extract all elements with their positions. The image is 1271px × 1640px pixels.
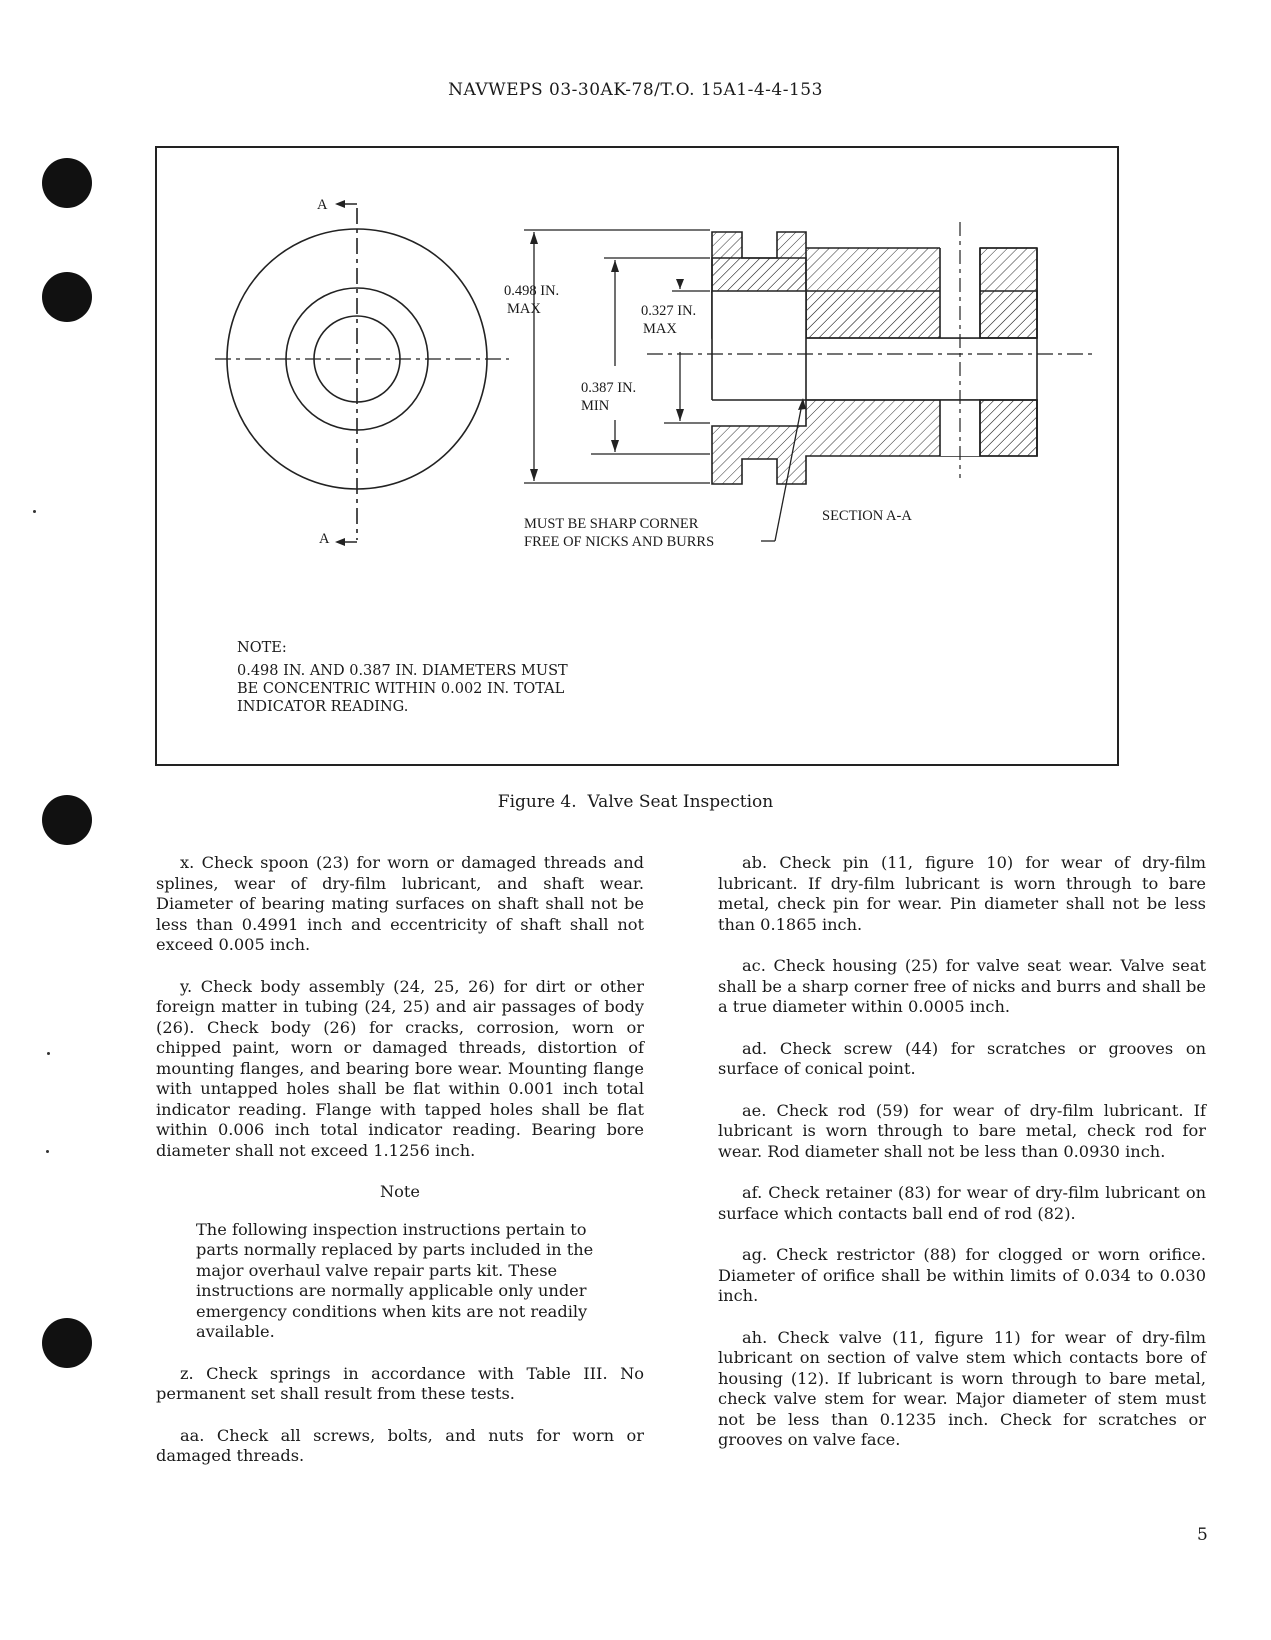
section-view xyxy=(712,232,1037,484)
section-arrow-top-icon xyxy=(335,200,345,208)
scan-speck xyxy=(46,1150,49,1153)
note-text: The following inspection instructions pertain to parts normally replaced by parts included in the major overhaul valve repair parts kit. These instructions are normally applicable only under emergency conditions when kits are not readily available. xyxy=(196,1219,594,1341)
arrow-down-icon xyxy=(611,440,619,452)
binder-hole-2 xyxy=(42,272,92,322)
scan-speck xyxy=(47,1052,50,1055)
section-arrow-bottom-icon xyxy=(335,538,345,546)
note-heading: Note xyxy=(380,1182,420,1201)
arrow-down-icon xyxy=(676,279,684,289)
paragraph-y: y. Check body assembly (24, 25, 26) for dirt or other foreign matter in tubing (24, 25) and air passages of body (26). Check body (26) for cracks, corrosion, worn or chipped paint, worn or damaged threads, distortion of mounting flanges, and bearing bore wear. Mounting flange with untapped holes shall be flat within 0.001 inch total indicator reading. Flange with tapped holes shall be flat within 0.006 inch total indicator reading. Bearing bore diameter shall not exceed 1.1256 inch. xyxy=(156,976,644,1160)
paragraph-z: z. Check springs in accordance with Table III. No permanent set shall result from these tests. xyxy=(156,1363,644,1403)
section-label-bottom: A xyxy=(319,531,330,547)
figure-note xyxy=(237,639,568,716)
paragraph-ac: ac. Check housing (25) for valve seat wear. Valve seat shall be a sharp corner free of nicks and burrs and shall be a true diameter within 0.0005 inch. xyxy=(718,956,1206,1016)
dim-0498-value: 0.498 IN. xyxy=(504,283,560,299)
note-title: NOTE: xyxy=(237,640,287,656)
bore-opening xyxy=(712,291,806,400)
right-bottom-block xyxy=(980,400,1037,456)
paragraph-ae: ae. Check rod (59) for wear of dry-film lubricant. If lubricant is worn through to bare metal, check rod for wear. Rod diameter shall not be less than 0.0930 inch. xyxy=(718,1100,1206,1161)
dim-0387-value: 0.387 IN. xyxy=(581,380,637,396)
arrow-down-icon xyxy=(676,409,684,421)
paragraph-ad: ad. Check screw (44) for scratches or grooves on surface of conical point. xyxy=(718,1038,1206,1078)
mid-top-block xyxy=(806,248,940,338)
note-line: 0.498 IN. AND 0.387 IN. DIAMETERS MUST xyxy=(237,663,568,679)
binder-hole-4 xyxy=(42,1318,92,1368)
arrow-up-icon xyxy=(530,232,538,244)
dim-0327-value: 0.327 IN. xyxy=(641,303,697,319)
dim-0498-limit: MAX xyxy=(507,301,541,317)
left-column xyxy=(156,853,644,1488)
dim-0387-limit: MIN xyxy=(581,398,610,414)
figure-frame xyxy=(155,146,1119,766)
paragraph-ab: ab. Check pin (11, figure 10) for wear of dry-film lubricant. If dry-film lubricant is worn through to bare metal, check pin for wear. Pin diameter shall not be less than 0.1865 inch. xyxy=(718,853,1206,934)
figure-caption: Figure 4. Valve Seat Inspection xyxy=(497,792,774,812)
note-line: INDICATOR READING. xyxy=(237,699,409,715)
sharp-corner-line1: MUST BE SHARP CORNER xyxy=(524,516,699,532)
paragraph-af: af. Check retainer (83) for wear of dry-film lubricant on surface which contacts ball end of rod (82). xyxy=(718,1183,1206,1223)
paragraph-ag: ag. Check restrictor (88) for clogged or worn orifice. Diameter of orifice shall be within limits of 0.034 to 0.030 inch. xyxy=(718,1245,1206,1305)
binder-hole-1 xyxy=(42,158,92,208)
paragraph-ah: ah. Check valve (11, figure 11) for wear of dry-film lubricant on section of valve stem which contacts bore of housing (12). If lubricant is worn through to bare metal, check valve stem for wear. Major diameter of stem must not be less than 0.1235 inch. Check for scratches or grooves on valve face. xyxy=(718,1327,1206,1449)
note-line: BE CONCENTRIC WITHIN 0.002 IN. TOTAL xyxy=(237,681,565,697)
paragraph-x: x. Check spoon (23) for worn or damaged threads and splines, wear of dry-film lubricant, and shaft wear. Diameter of bearing mating surfaces on shaft shall not be less than 0.4991 inch and eccentricity of shaft shall not exceed 0.005 inch. xyxy=(156,853,644,954)
section-label-top: A xyxy=(317,197,328,213)
page-number: 5 xyxy=(1197,1525,1208,1545)
paragraph-aa: aa. Check all screws, bolts, and nuts for worn or damaged threads. xyxy=(156,1425,644,1465)
dim-0327-limit: MAX xyxy=(643,321,677,337)
scan-speck xyxy=(33,510,36,513)
document-header: NAVWEPS 03-30AK-78/T.O. 15A1-4-4-153 xyxy=(448,80,823,100)
arrow-down-icon xyxy=(530,469,538,481)
sharp-corner-line2: FREE OF NICKS AND BURRS xyxy=(524,534,715,550)
right-top-block xyxy=(980,248,1037,338)
section-title: SECTION A-A xyxy=(822,508,912,524)
dimension-0327 xyxy=(664,280,710,423)
right-column xyxy=(718,853,1206,1472)
dimension-0387 xyxy=(591,258,710,454)
arrow-up-icon xyxy=(611,260,619,272)
